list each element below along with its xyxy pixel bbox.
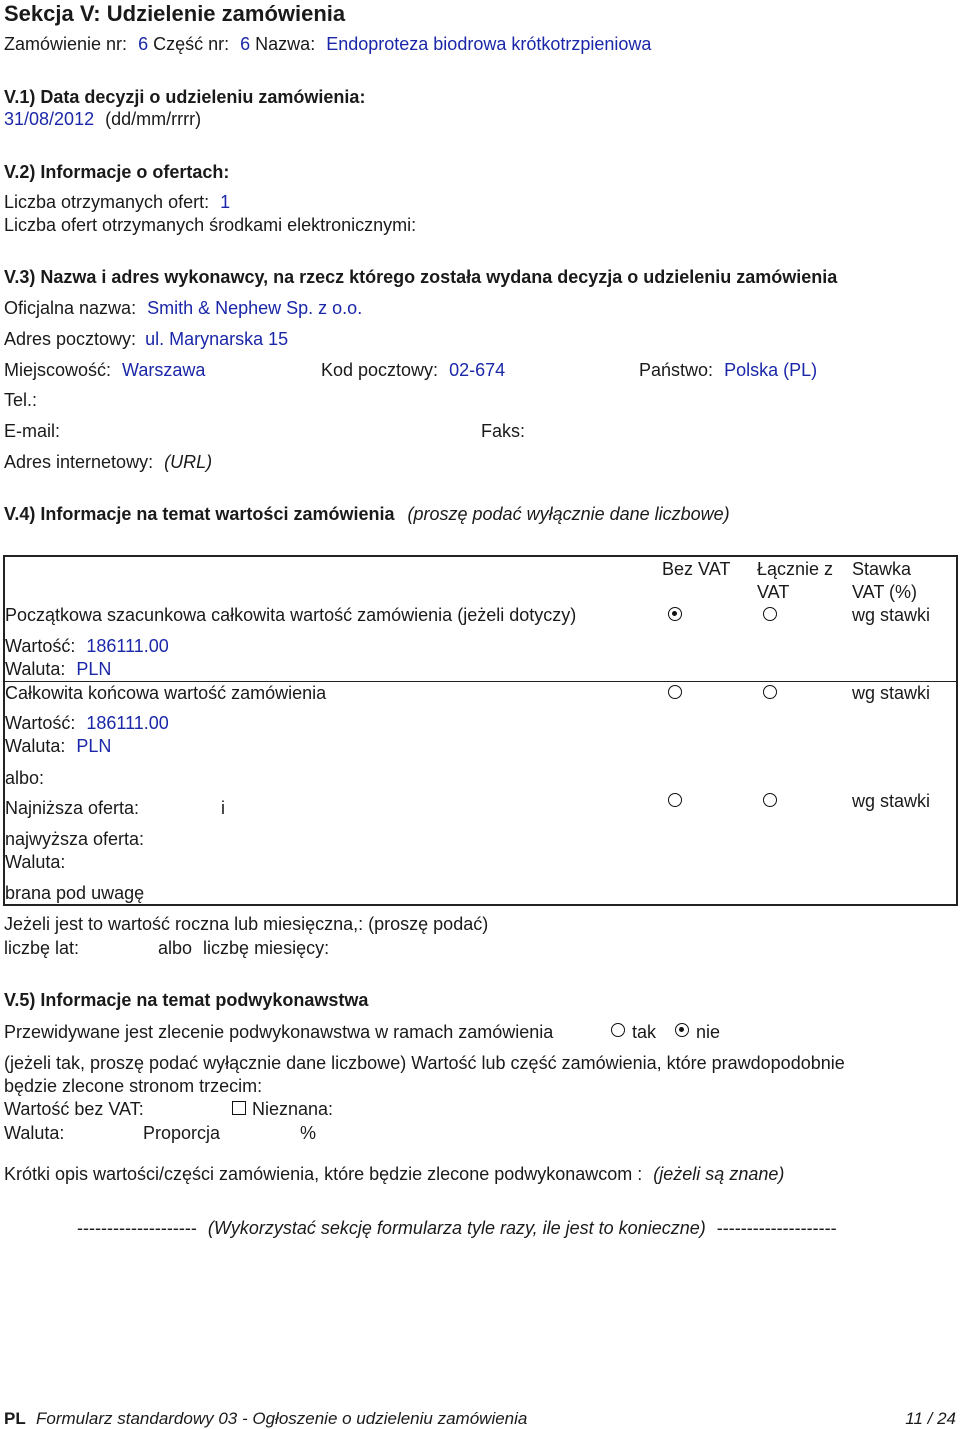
considered-label: brana pod uwagę [5, 883, 145, 903]
date-format: (dd/mm/rrrr) [105, 109, 202, 129]
row3-incl-vat-radio[interactable] [763, 793, 777, 807]
row1-label: Początkowa szacunkowa całkowita wartość zamówienia (jeżeli dotyczy) [5, 605, 577, 625]
row1-value-line [5, 635, 169, 658]
desc-hint: (jeżeli są znane) [653, 1164, 785, 1184]
official-name: Smith & Nephew Sp. z o.o. [147, 298, 363, 318]
row2-currency-label: Waluta: [5, 736, 66, 756]
col-incl-vat-2: VAT [757, 582, 790, 602]
annual-note: Jeżeli jest to wartość roczna lub miesięczna,: (proszę podać) [4, 914, 489, 934]
col-excl-vat: Bez VAT [662, 559, 731, 579]
v4-title-line [4, 503, 730, 526]
row1-incl-vat-radio[interactable] [763, 607, 777, 621]
col-incl-vat-1: Łącznie z [757, 559, 834, 579]
order-part: 6 [240, 34, 251, 54]
order-part-label: Część nr: [153, 34, 230, 54]
city: Warszawa [122, 360, 206, 380]
fax-label: Faks: [481, 421, 526, 441]
v4-title: V.4) Informacje na temat wartości zamówienia [4, 504, 395, 524]
period-line [158, 937, 329, 960]
url-hint: (URL) [164, 452, 213, 472]
v4-hint: (proszę podać wyłącznie dane liczbowe) [407, 504, 730, 524]
decision-date: 31/08/2012 [4, 109, 95, 129]
row1-currency-label: Waluta: [5, 659, 66, 679]
electronic-offers-label: Liczba ofert otrzymanych środkami elektronicznymi: [4, 215, 417, 235]
url-label: Adres internetowy: [4, 452, 154, 472]
row1-value: 186111.00 [86, 636, 169, 656]
row2-rate: wg stawki [852, 683, 931, 703]
offers-count: 1 [220, 192, 231, 212]
desc-label: Krótki opis wartości/części zamówienia, które będzie zlecone podwykonawcom : [4, 1164, 643, 1184]
row1-rate: wg stawki [852, 605, 931, 625]
v5-hint-line2: będzie zlecone stronom trzecim: [4, 1076, 263, 1096]
order-line [4, 33, 651, 56]
country-label: Państwo: [639, 360, 714, 380]
row3-currency-label: Waluta: [5, 852, 66, 872]
unknown-checkbox[interactable] [232, 1101, 246, 1115]
repeat-note-text: (Wykorzystać sekcję formularza tyle razy, ile jest to konieczne) [207, 1218, 706, 1238]
or-label: albo: [5, 768, 45, 788]
col-rate-1: Stawka [852, 559, 912, 579]
row2-value: 186111.00 [86, 713, 169, 733]
subcontract-label: Przewidywane jest zlecenie podwykonawstwa w ramach zamówienia [4, 1022, 554, 1042]
value-excl-vat-label: Wartość bez VAT: [4, 1099, 144, 1119]
ratio-label: Proporcja [143, 1123, 221, 1143]
subcontract-no-label: nie [696, 1022, 721, 1042]
highest-offer-label: najwyższa oferta: [5, 829, 145, 849]
v2-title: V.2) Informacje o ofertach: [4, 162, 230, 182]
row2-currency: PLN [76, 736, 112, 756]
percent-label: % [300, 1123, 317, 1143]
country: Polska (PL) [724, 360, 818, 380]
subcontract-yes-label: tak [632, 1022, 657, 1042]
row2-value-line [5, 712, 169, 735]
url-line [4, 451, 212, 474]
row1-currency-line [5, 658, 111, 681]
v1-date-line [4, 108, 201, 131]
v5-currency-label: Waluta: [4, 1123, 65, 1143]
email-label: E-mail: [4, 421, 61, 441]
address-line [4, 328, 288, 351]
dashes-right: -------------------- [716, 1218, 837, 1238]
city-line [4, 359, 205, 382]
postal-label: Kod pocztowy: [321, 360, 439, 380]
official-name-line [4, 297, 362, 320]
row1-value-label: Wartość: [5, 636, 76, 656]
row1-currency: PLN [76, 659, 112, 679]
or2-label: albo [158, 938, 193, 958]
desc-line [4, 1163, 784, 1186]
v5-title: V.5) Informacje na temat podwykonawstwa [4, 990, 369, 1010]
row2-label: Całkowita końcowa wartość zamówienia [5, 683, 327, 703]
v1-title: V.1) Data decyzji o udzieleniu zamówienia: [4, 87, 366, 107]
row1-excl-vat-radio[interactable] [668, 607, 682, 621]
section-title: Sekcja V: Udzielenie zamówienia [4, 1, 346, 26]
lowest-offer-label: Najniższa oferta: [5, 798, 140, 818]
postal-line [321, 359, 505, 382]
row3-rate: wg stawki [852, 791, 931, 811]
address: ul. Marynarska 15 [145, 329, 289, 349]
repeat-note [77, 1217, 837, 1240]
postal-code: 02-674 [449, 360, 506, 380]
country-line [639, 359, 817, 382]
address-label: Adres pocztowy: [4, 329, 137, 349]
subcontract-no-radio[interactable] [675, 1023, 689, 1037]
order-num: 6 [138, 34, 149, 54]
unknown-label: Nieznana: [252, 1099, 334, 1119]
col-rate-2: VAT (%) [852, 582, 918, 602]
row2-excl-vat-radio[interactable] [668, 685, 682, 699]
offers-label: Liczba otrzymanych ofert: [4, 192, 210, 212]
footer-page: 11 / 24 [905, 1409, 956, 1428]
v3-title: V.3) Nazwa i adres wykonawcy, na rzecz którego została wydana decyzja o udzieleniu zamówienia [4, 267, 838, 287]
months-label: liczbę miesięcy: [203, 938, 330, 958]
row2-incl-vat-radio[interactable] [763, 685, 777, 699]
official-name-label: Oficjalna nazwa: [4, 298, 137, 318]
row2-currency-line [5, 735, 111, 758]
footer-form: Formularz standardowy 03 - Ogłoszenie o udzieleniu zamówienia [36, 1409, 528, 1428]
offers-line [4, 191, 230, 214]
tel-label: Tel.: [4, 390, 38, 410]
city-label: Miejscowość: [4, 360, 112, 380]
and-label: i [221, 798, 225, 818]
row2-value-label: Wartość: [5, 713, 76, 733]
years-label: liczbę lat: [4, 938, 80, 958]
footer-lang: PL [4, 1409, 26, 1428]
subcontract-yes-radio[interactable] [611, 1023, 625, 1037]
v5-hint-line1: (jeżeli tak, proszę podać wyłącznie dane liczbowe) Wartość lub część zamówienia, które prawdopodobnie [4, 1053, 845, 1073]
row3-excl-vat-radio[interactable] [668, 793, 682, 807]
dashes-left: -------------------- [77, 1218, 197, 1238]
order-name-label: Nazwa: [255, 34, 316, 54]
order-num-label: Zamówienie nr: [4, 34, 128, 54]
order-name: Endoproteza biodrowa krótkotrzpieniowa [326, 34, 652, 54]
